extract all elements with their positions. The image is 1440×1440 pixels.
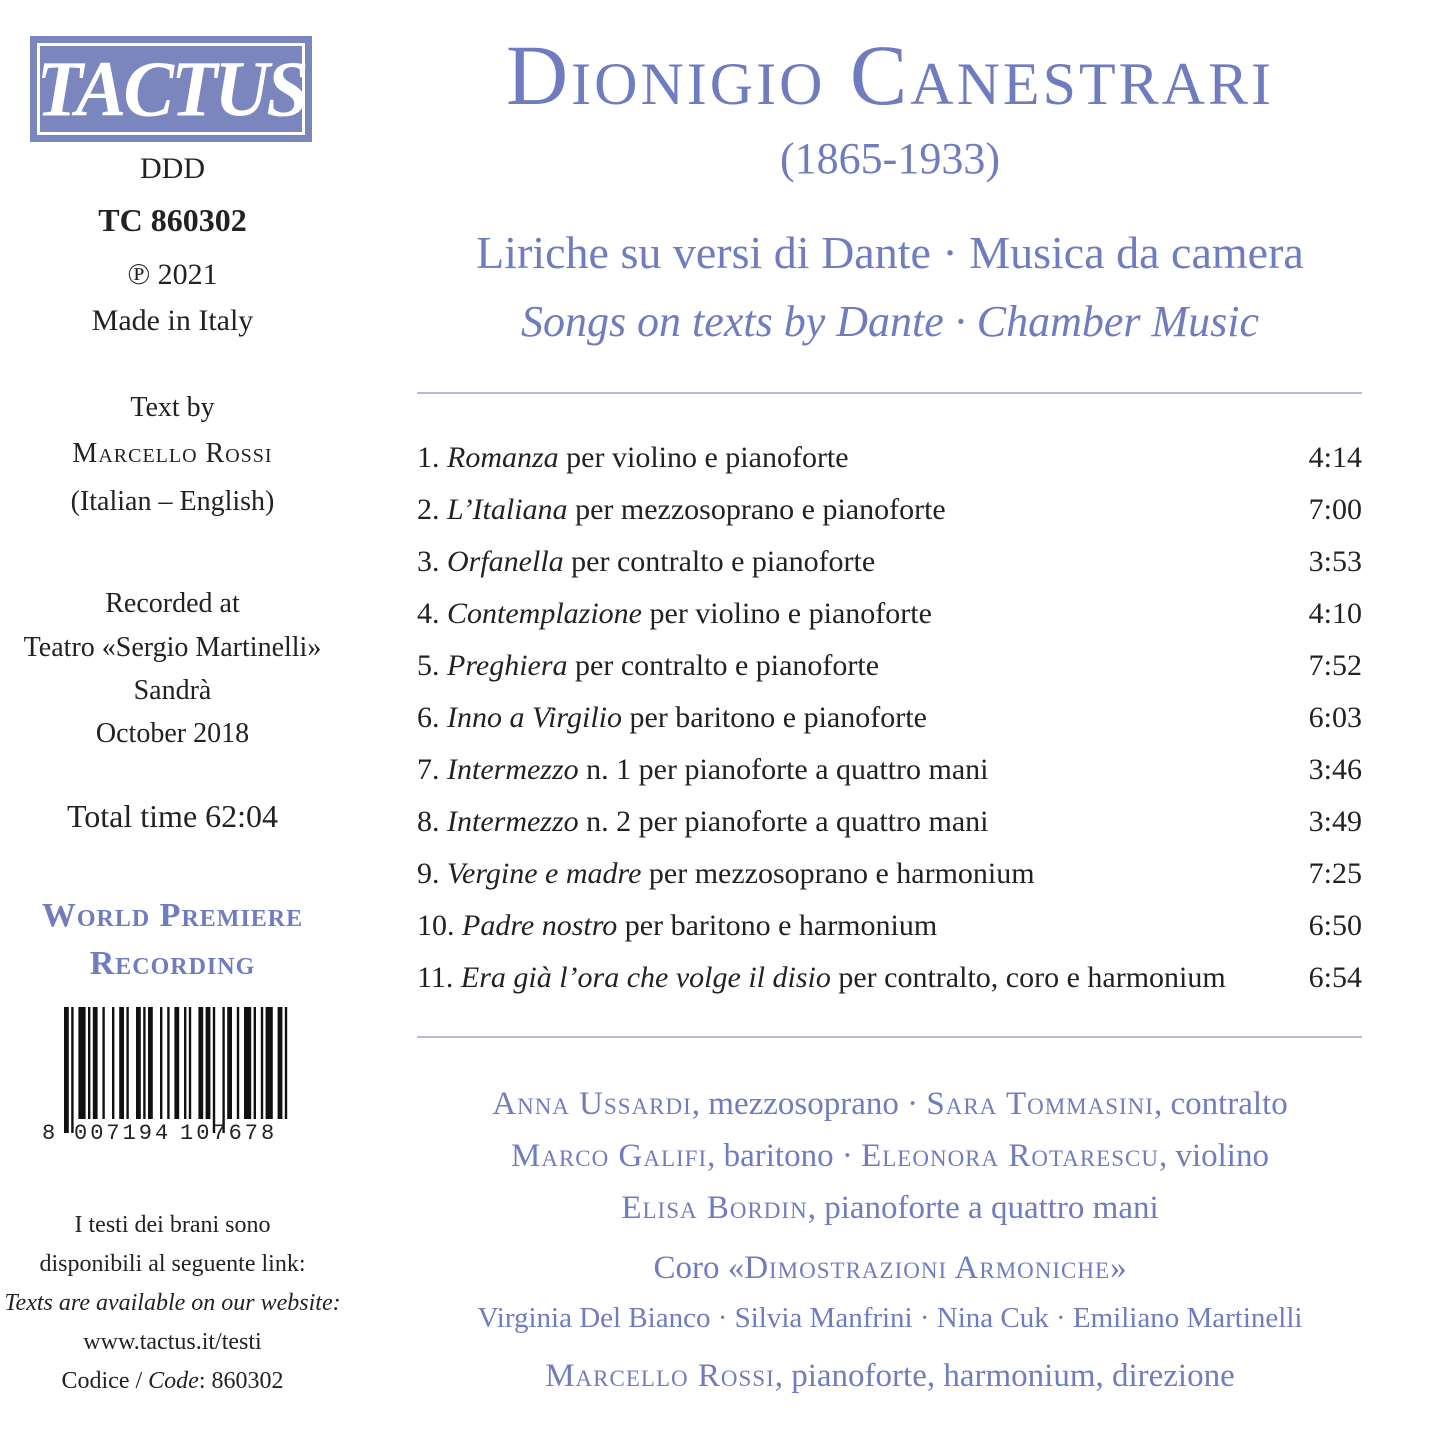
barcode-bar <box>198 1007 203 1119</box>
track-scoring: per contralto e pianoforte <box>563 545 876 578</box>
barcode-bar <box>88 1007 90 1119</box>
barcode-bar <box>93 1007 98 1119</box>
premiere-line-1: World Premiere <box>41 897 304 934</box>
texts-info-line3: Texts are available on our website: <box>4 1290 341 1316</box>
track-scoring: per contralto, coro e harmonium <box>830 961 1226 994</box>
choir-prefix: Coro « <box>653 1250 745 1286</box>
barcode-bar <box>213 1007 215 1133</box>
composer-name: Dionigio Canestrari <box>506 27 1274 123</box>
barcode-bar <box>126 1007 128 1119</box>
track-time: 7:00 <box>1308 493 1362 526</box>
performer-role: , pianoforte, harmonium, direzione <box>774 1358 1235 1394</box>
track-title: Contemplazione <box>447 597 642 630</box>
track-number: 8. <box>417 805 440 838</box>
barcode-bar <box>285 1007 287 1119</box>
track-scoring: per mezzosoprano e harmonium <box>641 857 1035 890</box>
track-row <box>417 484 1362 536</box>
track-time: 3:49 <box>1308 805 1362 838</box>
texts-url[interactable]: www.tactus.it/testi <box>83 1329 262 1355</box>
choir-name: Dimostrazioni Armoniche <box>744 1250 1111 1286</box>
phonogram-year: ℗ 2021 <box>127 258 218 291</box>
left-column <box>0 0 345 1440</box>
track-number: 7. <box>417 753 440 786</box>
texts-info-line1: I testi dei brani sono <box>74 1212 271 1238</box>
track-number: 2. <box>417 493 440 526</box>
track-time: 3:46 <box>1308 753 1362 786</box>
barcode-bar <box>227 1007 232 1119</box>
performer-name: Elisa Bordin <box>621 1190 808 1226</box>
track-title: Padre nostro <box>462 909 618 942</box>
performer-role: , mezzosoprano · <box>691 1086 927 1122</box>
track-number: 6. <box>417 701 440 734</box>
track-scoring: per violino e pianoforte <box>642 597 932 630</box>
track-time: 7:52 <box>1308 649 1362 682</box>
track-number: 10. <box>417 909 455 942</box>
barcode-bar <box>71 1007 73 1133</box>
texts-info-line2: disponibili al seguente link: <box>39 1251 306 1277</box>
premiere-line-2: Recording <box>89 945 256 982</box>
performer-name: Marco Galifi <box>511 1138 708 1174</box>
catalog-number: TC 860302 <box>98 202 247 238</box>
barcode-bar <box>136 1007 141 1119</box>
choir-line <box>395 1250 1385 1287</box>
recording-date: October 2018 <box>95 718 250 749</box>
barcode-bars <box>64 1007 287 1133</box>
recording-place: Sandrà <box>133 675 212 706</box>
choir-suffix: » <box>1110 1250 1127 1286</box>
performers-line-3 <box>395 1190 1385 1227</box>
barcode-bar <box>244 1007 251 1119</box>
track-title: Orfanella <box>447 545 564 578</box>
barcode-digit-first: 8 <box>42 1121 56 1146</box>
track-row <box>417 900 1362 952</box>
track-scoring: per baritono e pianoforte <box>622 701 927 734</box>
track-title: Preghiera <box>447 649 568 682</box>
performer-role: , contralto <box>1153 1086 1288 1122</box>
performer-name: Eleonora Rotarescu <box>861 1138 1159 1174</box>
barcode-bar <box>167 1007 169 1119</box>
track-scoring: per mezzosoprano e pianoforte <box>567 493 946 526</box>
barcode-bar <box>78 1007 85 1119</box>
track-time: 4:14 <box>1308 441 1362 474</box>
track-time: 6:54 <box>1308 961 1362 994</box>
performer-role: , baritono · <box>707 1138 862 1174</box>
barcode-bar <box>237 1007 239 1119</box>
barcode <box>38 1007 298 1147</box>
text-by-lang: (Italian – English) <box>70 486 275 517</box>
text-by-label: Text by <box>130 392 215 423</box>
logo-text: TACTUS <box>36 44 306 134</box>
barcode-bar <box>102 1007 104 1119</box>
track-row <box>417 952 1362 1004</box>
text-by-name: Marcello Rossi <box>72 438 273 469</box>
barcode-bar <box>189 1007 191 1119</box>
track-scoring: per violino e pianoforte <box>558 441 849 474</box>
barcode-bar <box>184 1007 186 1119</box>
director-line <box>395 1358 1385 1395</box>
track-scoring: n. 2 per pianoforte a quattro mani <box>578 805 989 838</box>
track-title: Inno a Virgilio <box>447 701 622 734</box>
barcode-bar <box>174 1007 179 1119</box>
track-number: 9. <box>417 857 440 890</box>
barcode-bar <box>64 1007 69 1133</box>
track-row <box>417 744 1362 796</box>
barcode-bar <box>119 1007 124 1119</box>
performer-name: Sara Tommasini <box>926 1086 1154 1122</box>
subtitle-english: Songs on texts by Dante · Chamber Music <box>520 297 1260 346</box>
performer-name: Anna Ussardi <box>492 1086 692 1122</box>
divider-top <box>417 392 1362 394</box>
track-title: Intermezzo <box>447 753 579 786</box>
barcode-digits-group2: 107678 <box>180 1121 278 1146</box>
track-scoring: per baritono e harmonium <box>617 909 938 942</box>
code-line <box>0 1362 345 1401</box>
track-time: 3:53 <box>1308 545 1362 578</box>
track-number: 1. <box>417 441 440 474</box>
made-in: Made in Italy <box>91 304 254 337</box>
code-prefix: Codice / <box>61 1368 149 1394</box>
performers-line-1 <box>395 1086 1385 1123</box>
composer-dates: (1865-1933) <box>780 134 1000 183</box>
track-row <box>417 640 1362 692</box>
track-row <box>417 796 1362 848</box>
barcode-bar <box>143 1007 145 1119</box>
code-label: Code <box>148 1368 199 1394</box>
track-time: 6:03 <box>1308 701 1362 734</box>
track-row <box>417 536 1362 588</box>
track-time: 6:50 <box>1308 909 1362 942</box>
track-number: 11. <box>417 961 454 994</box>
barcode-bar <box>261 1007 263 1119</box>
performer-name: Marcello Rossi <box>545 1358 775 1394</box>
barcode-bar <box>278 1007 283 1119</box>
code-value: : 860302 <box>198 1368 284 1394</box>
subtitle-italian: Liriche su versi di Dante · Musica da camera <box>476 227 1304 278</box>
track-time: 4:10 <box>1308 597 1362 630</box>
barcode-bar <box>112 1007 114 1119</box>
track-title: L’Italiana <box>447 493 568 526</box>
track-row <box>417 432 1362 484</box>
performer-role: , pianoforte a quattro mani <box>807 1190 1159 1226</box>
track-row <box>417 848 1362 900</box>
track-number: 5. <box>417 649 440 682</box>
track-title: Vergine e madre <box>447 857 642 890</box>
track-row <box>417 588 1362 640</box>
divider-bottom <box>417 1036 1362 1038</box>
barcode-digits-group1: 007194 <box>74 1121 172 1146</box>
soloists-line: Virginia Del Bianco · Silvia Manfrini · Nina Cuk · Emiliano Martinelli <box>477 1302 1303 1334</box>
total-time: Total time 62:04 <box>66 798 279 834</box>
recording-venue: Teatro «Sergio Martinelli» <box>23 632 322 663</box>
track-number: 3. <box>417 545 440 578</box>
track-list <box>417 432 1362 1004</box>
track-title: Era già l’ora che volge il disio <box>460 961 831 994</box>
barcode-bar <box>222 1007 224 1133</box>
track-scoring: n. 1 per pianoforte a quattro mani <box>578 753 989 786</box>
barcode-bar <box>148 1007 153 1119</box>
barcode-bar <box>266 1007 273 1119</box>
track-title: Intermezzo <box>447 805 579 838</box>
performers-line-2 <box>395 1138 1385 1175</box>
track-number: 4. <box>417 597 440 630</box>
track-row <box>417 692 1362 744</box>
barcode-bar <box>254 1007 256 1119</box>
track-time: 7:25 <box>1308 857 1362 890</box>
performer-role: , violino <box>1158 1138 1269 1174</box>
recorded-at-label: Recorded at <box>105 588 240 619</box>
track-title: Romanza <box>447 441 559 474</box>
track-scoring: per contralto e pianoforte <box>567 649 880 682</box>
barcode-bar <box>206 1007 211 1119</box>
barcode-bar <box>160 1007 162 1119</box>
ddd-label: DDD <box>140 152 205 185</box>
tactus-logo <box>30 36 312 142</box>
